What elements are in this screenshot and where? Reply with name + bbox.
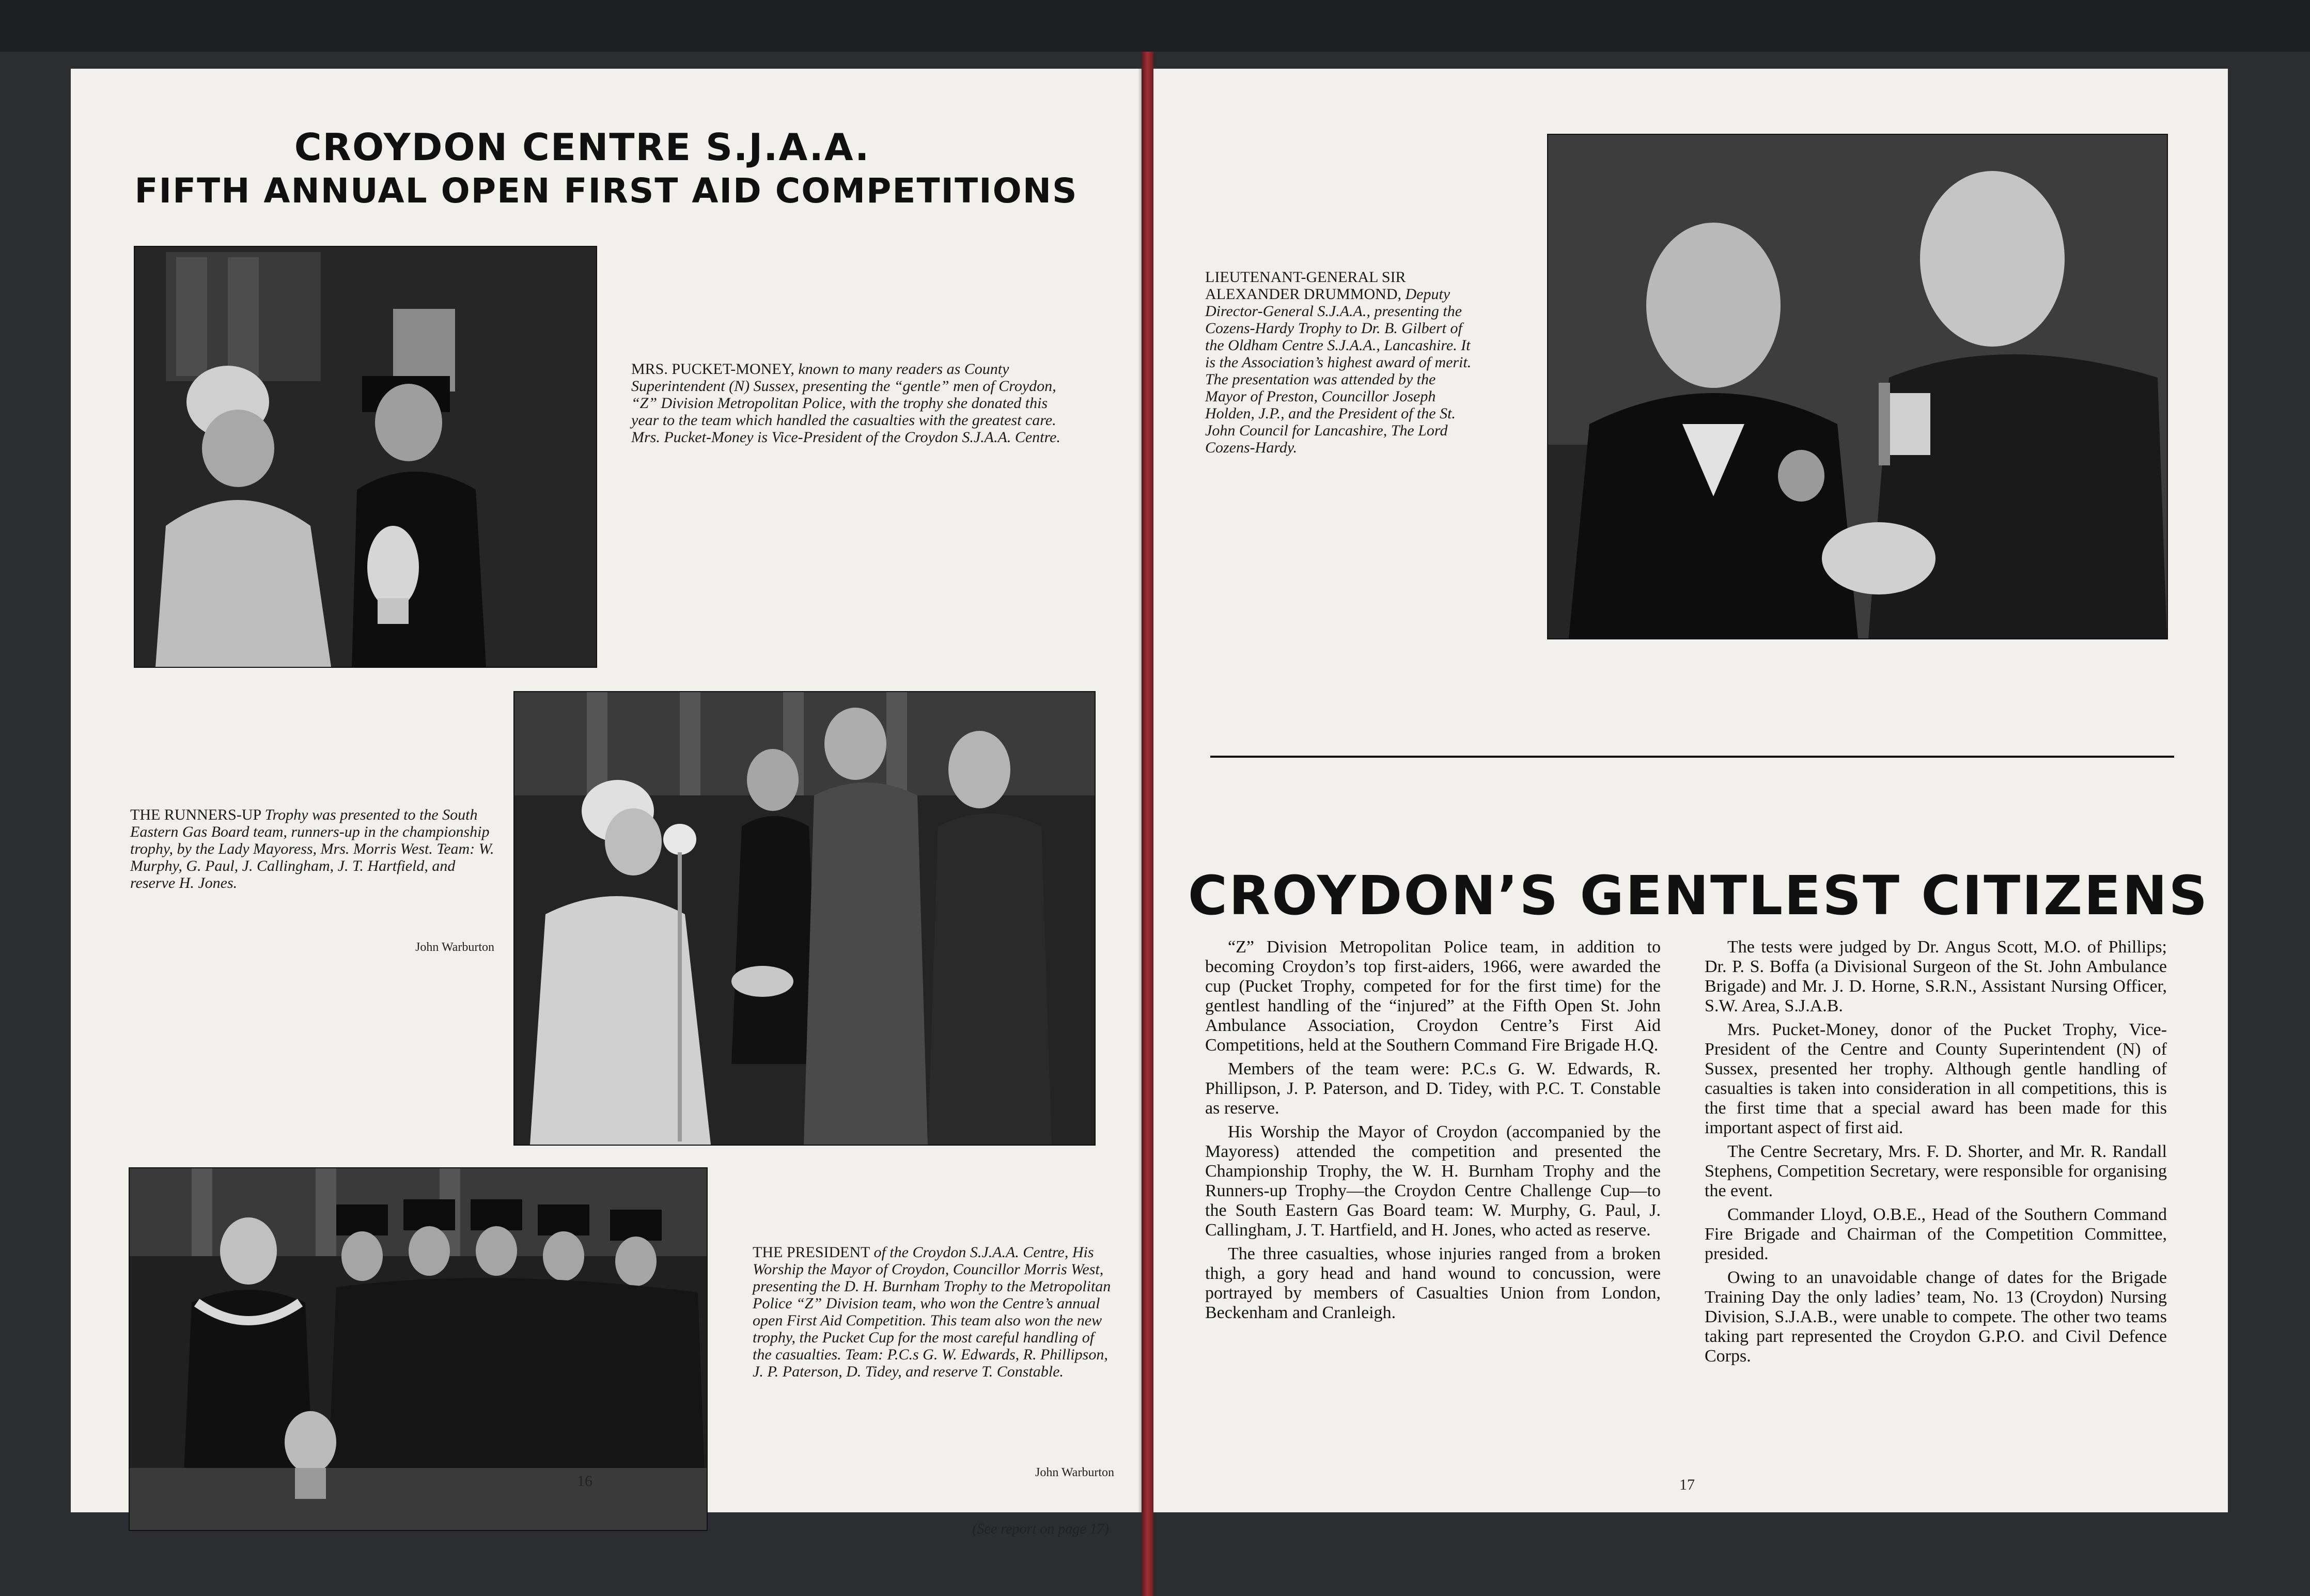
caption-runners-up-lead: THE RUNNERS-UP: [130, 806, 261, 823]
col2-paragraph: The tests were judged by Dr. Angus Scott, M.O. of Phillips; Dr. P. S. Boffa (a Divisional Surgeon of the St. John Ambulance Brigade) and Mr. J. D. Horne, S.R.N., Assistant Nursing Officer, S.W. Area, S.J.A.B.: [1705, 937, 2167, 1015]
col1-paragraph: His Worship the Mayor of Croydon (accompanied by the Mayoress) attended the competition and presented the Championship Trophy, the W. H. Burnham Trophy and the Runners-up Trophy—the Croydon Centre Challenge Cup—to the South Eastern Gas Board team: W. Murphy, G. Paul, J. Callingham, J. T. Hartfield, and H. Jones, who acted as reserve.: [1205, 1122, 1661, 1240]
caption-pucket-money-lead: MRS. PUCKET-MONEY,: [631, 361, 794, 378]
col2-paragraph: Mrs. Pucket-Money, donor of the Pucket Trophy, Vice-President of the Centre and County Superintendent (N) of Sussex, presented her trophy. Although gentle handling of casualties is taken into consideration in all competitions, this is the first time that a special award has been made for this important aspect of first aid.: [1705, 1020, 2167, 1137]
credit-runners-up: John Warburton: [415, 941, 494, 954]
article-column-2: [1705, 937, 2167, 1370]
col2-paragraph: The Centre Secretary, Mrs. F. D. Shorter, and Mr. R. Randall Stephens, Competition Secretary, were responsible for organising the event.: [1705, 1142, 2167, 1200]
col2-paragraph: Owing to an unavoidable change of dates for the Brigade Training Day the only ladies’ team, No. 13 (Croydon) Nursing Division, S.J.A.B., were unable to compete. The other two teams taking part represented the Croydon G.P.O. and Civil Defence Corps.: [1705, 1268, 2167, 1366]
caption-president: [753, 1244, 1114, 1380]
photo-runners-up-trophy: [513, 691, 1096, 1146]
left-title-line1: CROYDON CENTRE S.J.A.A.: [294, 126, 870, 169]
article-column-1: [1205, 937, 1661, 1327]
article-title: CROYDON’S GENTLEST CITIZENS: [1188, 864, 2209, 927]
caption-runners-up-text: Trophy was presented to the South Eastern Gas Board team, runners-up in the championship trophy, by the Lady Mayoress, Mrs. Morris West. Team: W. Murphy, G. Paul, J. Callingham, J. T. Hartfield, and reserve H. Jones.: [130, 806, 494, 891]
left-page: [71, 69, 1142, 1537]
col2-paragraph: Commander Lloyd, O.B.E., Head of the Southern Command Fire Brigade and Chairman of the Competition Committee, presided.: [1705, 1205, 2167, 1263]
photo-pucket-money-presentation: [134, 246, 597, 668]
col1-paragraph: Members of the team were: P.C.s G. W. Edwards, R. Phillipson, J. P. Paterson, and D. Tidey, with P.C. T. Constable as reserve.: [1205, 1059, 1661, 1118]
scan-top-edge: [0, 0, 2310, 52]
book-spine: [1142, 52, 1153, 1596]
right-page: [1153, 69, 2228, 1512]
caption-president-text: of the Croydon S.J.A.A. Centre, His Worship the Mayor of Croydon, Councillor Morris West, presenting the D. H. Burnham Trophy to the Metropolitan Police “Z” Division team, who won the Centre’s annual open First Aid Competition. This team also won the new trophy, the Pucket Cup for the most careful handling of the casualties. Team: P.C.s G. W. Edwards, R. Phillipson, J. P. Paterson, D. Tidey, and reserve T. Constable.: [753, 1244, 1111, 1380]
left-title-line2: FIFTH ANNUAL OPEN FIRST AID COMPETITIONS: [134, 171, 1078, 211]
see-report-note: (See report on page 17): [972, 1521, 1109, 1537]
caption-drummond: [1205, 269, 1476, 456]
spine-shadow: [1138, 69, 1142, 1512]
caption-pucket-money-text: known to many readers as County Superintendent (N) Sussex, presenting the “gentle” men of Croydon, “Z” Division Metropolitan Police, with the trophy she donated this year to the team which handled the casualties with the greatest care. Mrs. Pucket-Money is Vice-President of the Croydon S.J.A.A. Centre.: [631, 361, 1060, 446]
page-number-16: 16: [577, 1473, 592, 1490]
photo-cozens-hardy-trophy: [1547, 134, 2168, 639]
caption-drummond-text: Deputy Director-General S.J.A.A., presenting the Cozens-Hardy Trophy to Dr. B. Gilbert of the Oldham Centre S.J.A.A., Lancashire. It is the Association’s highest award of merit. The presentation was attended by the Mayor of Preston, Councillor Joseph Holden, J.P., and the President of the St. John Council for Lancashire, The Lord Cozens-Hardy.: [1205, 286, 1472, 456]
section-divider: [1210, 756, 2174, 758]
caption-president-lead: THE PRESIDENT: [753, 1244, 870, 1261]
page-number-17: 17: [1679, 1476, 1695, 1493]
photo-president-presentation: [129, 1167, 708, 1531]
caption-drummond-lead: LIEUTENANT-GENERAL SIR ALEXANDER DRUMMOND,: [1205, 269, 1406, 303]
caption-pucket-money: [631, 361, 1075, 446]
col1-paragraph: The three casualties, whose injuries ranged from a broken thigh, a gory head and hand wound to concussion, were portrayed by members of Casualties Union from London, Beckenham and Cranleigh.: [1205, 1244, 1661, 1322]
col1-paragraph: “Z” Division Metropolitan Police team, in addition to becoming Croydon’s top first-aiders, 1966, were awarded the cup (Pucket Trophy, competed for for the first time) for the gentlest handling of the “injured” at the Fifth Open St. John Ambulance Association, Croydon Centre’s First Aid Competitions, held at the Southern Command Fire Brigade H.Q.: [1205, 937, 1661, 1055]
caption-runners-up: [130, 806, 497, 891]
credit-president: John Warburton: [1035, 1466, 1114, 1479]
